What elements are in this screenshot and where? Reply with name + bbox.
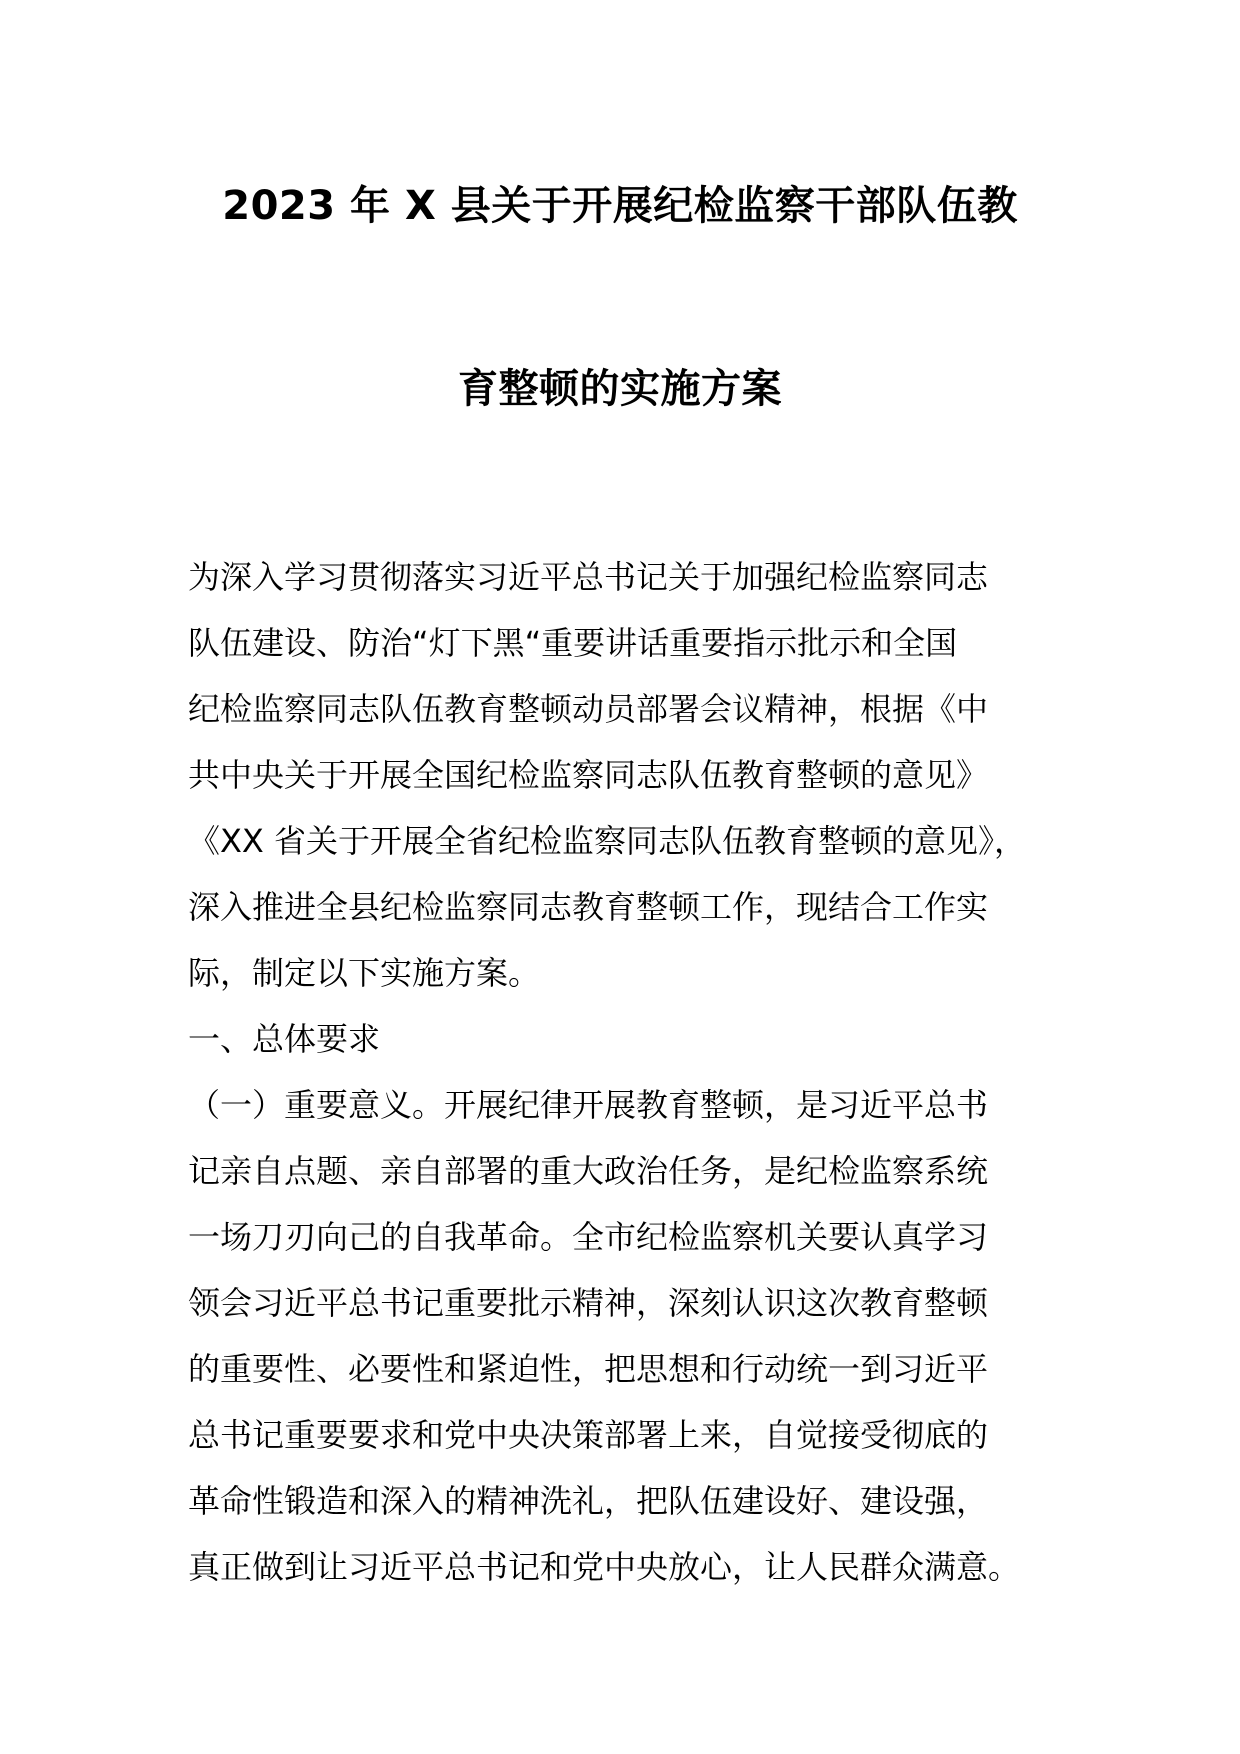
section-heading: 一、总体要求 <box>188 1020 381 1058</box>
document-body <box>188 544 1068 1600</box>
body-line: 记亲自点题、亲自部署的重大政治任务，是纪检监察系统 <box>188 1152 989 1190</box>
body-line: （一）重要意义。开展纪律开展教育整顿，是习近平总书 <box>188 1086 989 1124</box>
body-line: 领会习近平总书记重要批示精神，深刻认识这次教育整顿 <box>188 1284 989 1322</box>
document-title-line-2: 育整顿的实施方案 <box>458 366 782 412</box>
body-line: 《XX 省关于开展全省纪检监察同志队伍教育整顿的意见》， <box>188 822 1027 860</box>
body-line: 真正做到让习近平总书记和党中央放心，让人民群众满意。 <box>188 1548 1021 1586</box>
body-line: 深入推进全县纪检监察同志教育整顿工作，现结合工作实 <box>188 888 989 926</box>
body-line: 总书记重要要求和党中央决策部署上来，自觉接受彻底的 <box>188 1416 989 1454</box>
body-line: 革命性锻造和深入的精神洗礼，把队伍建设好、建设强， <box>188 1482 989 1520</box>
body-line: 际，制定以下实施方案。 <box>188 954 541 992</box>
body-line: 为深入学习贯彻落实习近平总书记关于加强纪检监察同志 <box>188 558 989 596</box>
document-title-line-1: 2023 年 X 县关于开展纪检监察干部队伍教 <box>222 183 1018 229</box>
body-line: 纪检监察同志队伍教育整顿动员部署会议精神，根据《中 <box>188 690 989 728</box>
body-line: 队伍建设、防治“灯下黑“重要讲话重要指示批示和全国 <box>188 624 958 662</box>
body-line: 的重要性、必要性和紧迫性，把思想和行动统一到习近平 <box>188 1350 989 1388</box>
body-line: 共中央关于开展全国纪检监察同志队伍教育整顿的意见》 <box>188 756 989 794</box>
body-line: 一场刀刃向己的自我革命。全市纪检监察机关要认真学习 <box>188 1218 989 1256</box>
